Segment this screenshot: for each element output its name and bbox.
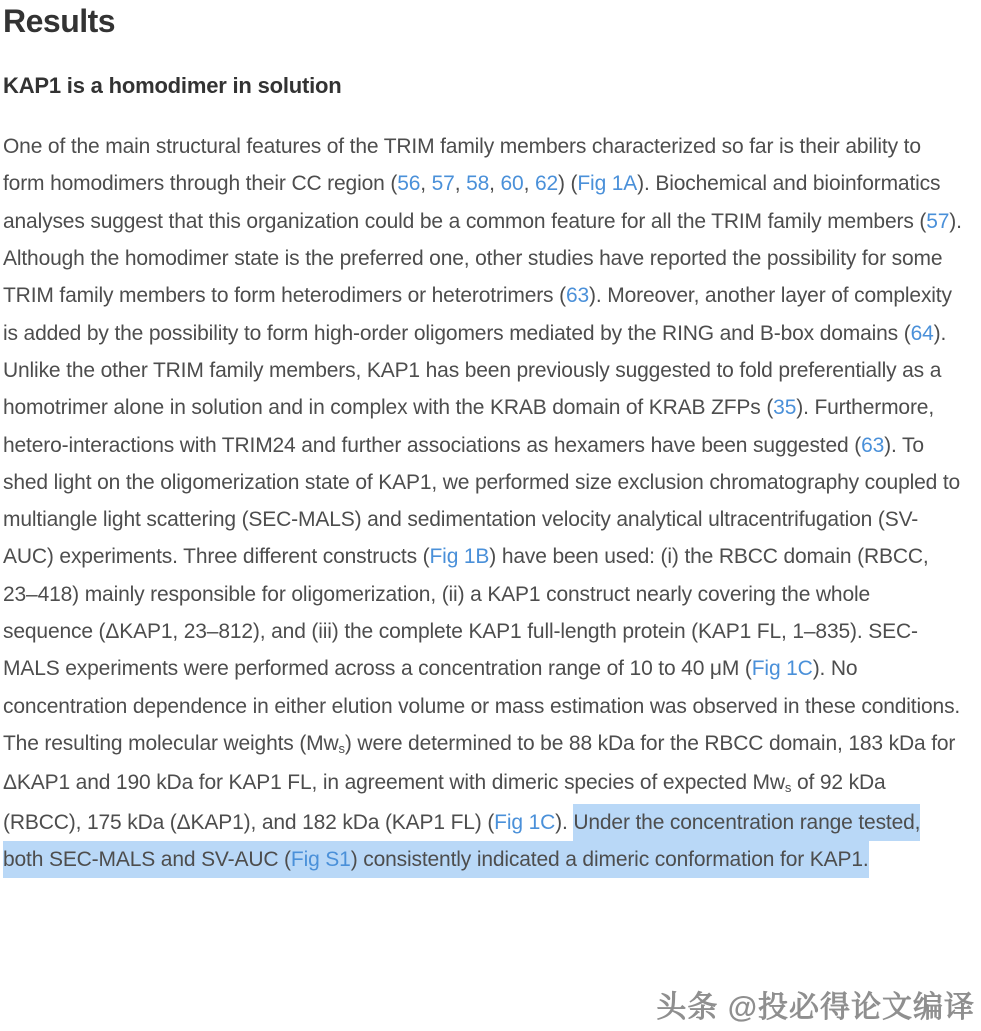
citation-link[interactable]: 64	[910, 321, 934, 345]
subsection-title: KAP1 is a homodimer in solution	[3, 73, 342, 99]
citation-link[interactable]: Fig 1C	[751, 657, 813, 681]
body-text: ). No concentration dependence in either elution volume or mass estimation was observed in these conditions. The resulting molecular weights (Mw	[3, 657, 961, 755]
body-text: ) were determined to be 88 kDa for the RBCC domain, 183 kDa for ΔKAP1 and 190 kDa for KAP1 FL, in agreement with dimeric species of expected Mw	[3, 731, 956, 795]
citation-link[interactable]: Fig S1	[291, 841, 351, 878]
body-text: ). Moreover, another layer of complexity is added by the possibility to form high-order oligomers mediated by the RING and B-box domains (	[3, 284, 952, 345]
body-text: ). Although the homodimer state is the preferred one, other studies have reported the possibility for some TRIM family members to form heterodimers or heterotrimers (	[3, 209, 962, 308]
subscript-text: s	[784, 780, 792, 796]
section-title: Results	[3, 3, 116, 39]
highlighted-text: Under the concentration range tested, both SEC-MALS and SV-AUC (	[3, 804, 920, 878]
body-text: ,	[454, 172, 467, 196]
body-text: ) have been used: (i) the RBCC domain (RBCC, 23–418) mainly responsible for oligomerization, (ii) a KAP1 construct nearly covering the whole sequence (ΔKAP1, 23–812), and (iii) the complete KAP1 full-length protein (KAP1 FL, 1–835). SEC-MALS experiments were performed across a concentration range of 10 to 40 μM (	[3, 545, 929, 681]
highlighted-text: ) consistently indicated a dimeric conformation for KAP1.	[351, 841, 869, 878]
watermark: 头条 @投必得论文编译	[656, 991, 975, 1024]
citation-link[interactable]: Fig 1C	[494, 810, 556, 834]
citation-link[interactable]: 58	[466, 172, 490, 196]
body-text: ,	[489, 172, 501, 196]
body-text: ). Unlike the other TRIM family members, KAP1 has been previously suggested to fold preferentially as a homotrimer alone in solution and in complex with the KRAB domain of KRAB ZFPs (	[3, 321, 947, 420]
results-paragraph	[3, 128, 963, 878]
citation-link[interactable]: 62	[534, 172, 558, 196]
body-text: ,	[420, 172, 432, 196]
body-text: of 92 kDa (RBCC), 175 kDa (ΔKAP1), and 182 kDa (KAP1 FL) (	[3, 771, 886, 834]
body-text: ).	[555, 810, 574, 834]
citation-link[interactable]: 63	[861, 433, 885, 457]
citation-link[interactable]: 63	[565, 284, 590, 308]
citation-link[interactable]: 35	[773, 396, 797, 420]
body-text: ). Furthermore, hetero-interactions with TRIM24 and further associations as hexamers have been suggested (	[3, 396, 935, 457]
body-text: ). Biochemical and bioinformatics analyses suggest that this organization could be a common feature for all the TRIM family members (	[3, 172, 941, 233]
body-text: ) (	[558, 172, 578, 196]
citation-link[interactable]: Fig 1B	[429, 545, 490, 569]
citation-link[interactable]: 57	[431, 172, 455, 196]
citation-link[interactable]: 56	[397, 172, 421, 196]
citation-link[interactable]: Fig 1A	[577, 172, 638, 196]
body-text: ). To shed light on the oligomerization state of KAP1, we performed size exclusion chromatography coupled to multiangle light scattering (SEC-MALS) and sedimentation velocity analytical ultracentrifugation (SV-AUC) experiments. Three different constructs (	[3, 433, 961, 569]
body-text: ,	[523, 172, 535, 196]
citation-link[interactable]: 60	[500, 172, 524, 196]
body-text: One of the main structural features of the TRIM family members characterized so far is their ability to form homodimers through their CC region (	[3, 135, 921, 196]
citation-link[interactable]: 57	[926, 209, 950, 233]
subscript-text: s	[338, 741, 345, 757]
